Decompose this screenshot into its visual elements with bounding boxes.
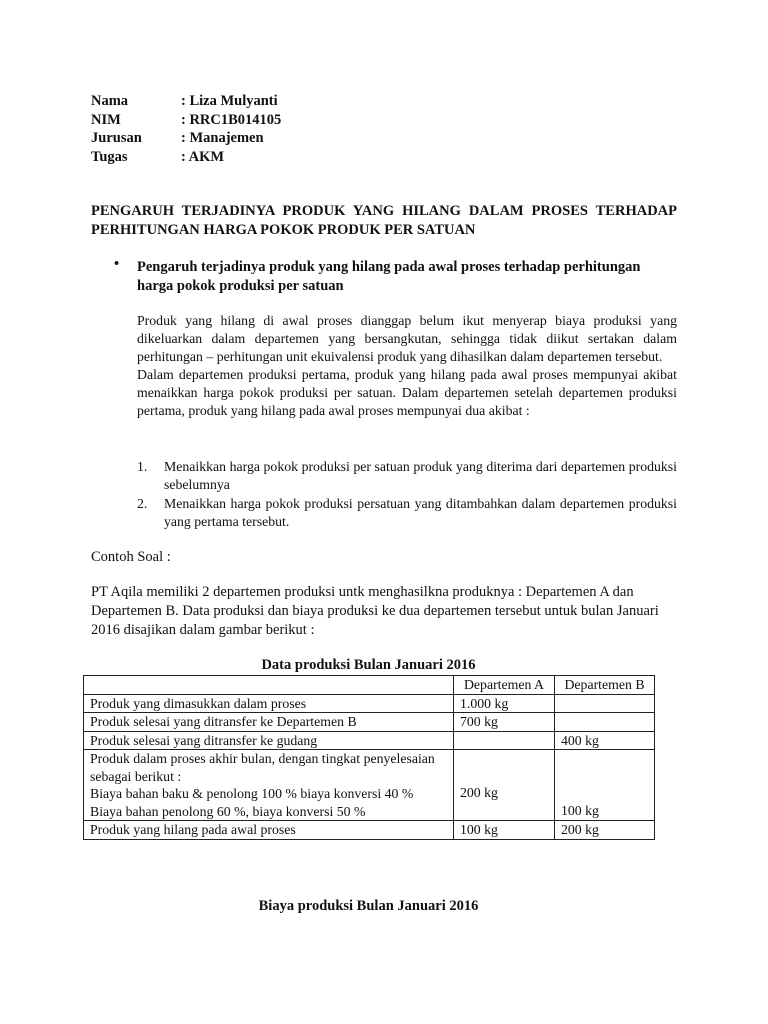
cell-line: Biaya bahan penolong 60 %, biaya konversi 50 %	[90, 803, 366, 819]
table-row	[84, 713, 655, 732]
info-row-nama	[91, 92, 281, 111]
list-number: 1.	[137, 459, 148, 474]
table-cell-dept-b: 400 kg	[555, 731, 655, 750]
example-heading: Contoh Soal :	[91, 549, 171, 565]
table-cell-dept-a	[454, 731, 555, 750]
table-header-cell: Departemen A	[454, 676, 555, 695]
document-title: PENGARUH TERJADINYA PRODUK YANG HILANG DALAM PROSES TERHADAP PERHITUNGAN HARGA POKOK PRODUK PER SATUAN	[91, 203, 677, 238]
table-cell-dept-b: 100 kg	[555, 750, 655, 821]
table-header-cell: Departemen B	[555, 676, 655, 695]
table-caption: Data produksi Bulan Januari 2016	[261, 657, 476, 673]
table-cell-label: Produk selesai yang ditransfer ke gudang	[84, 731, 454, 750]
table-header-cell	[84, 676, 454, 695]
bullet-marker: •	[114, 256, 120, 272]
info-value: : Manajemen	[181, 130, 264, 146]
bullet-heading: Pengaruh terjadinya produk yang hilang pada awal proses terhadap perhitungan harga pokok produksi per satuan	[137, 259, 641, 294]
paragraph: Produk yang hilang di awal proses dianggap belum ikut menyerap biaya produksi yang dikeluarkan dalam departemen yang bersangkutan, sehingga tidak diikut sertakan dalam perhitungan – perhitungan unit ekuivalensi produk yang dihasilkan dalam departemen tersebut.	[137, 313, 677, 364]
cost-section-title: Biaya produksi Bulan Januari 2016	[258, 898, 479, 914]
info-label: Tugas	[91, 148, 128, 165]
info-label: NIM	[91, 111, 121, 128]
info-row-tugas	[91, 148, 281, 167]
table-cell-label: Produk yang dimasukkan dalam proses	[84, 694, 454, 713]
case-paragraph: PT Aqila memiliki 2 departemen produksi untk menghasilkna produknya : Departemen A dan Departemen B. Data produksi dan biaya produksi ke dua departemen tersebut untuk bulan Januari 2016 disajikan dalam gambar berikut :	[91, 584, 659, 638]
table-cell-dept-b	[555, 694, 655, 713]
table-row	[84, 694, 655, 713]
info-label: Nama	[91, 93, 129, 109]
table-cell-dept-b: 200 kg	[555, 821, 655, 840]
table-header-row	[84, 676, 655, 695]
list-item	[137, 495, 677, 531]
cell-line: Produk dalam proses akhir bulan, dengan tingkat penyelesaian sebagai berikut :	[90, 751, 435, 784]
table-row	[84, 731, 655, 750]
info-label: Jurusan	[91, 130, 142, 146]
explanation-paragraphs	[137, 312, 677, 420]
list-number: 2.	[137, 495, 148, 511]
production-data-table	[83, 675, 655, 840]
table-cell-label: Produk selesai yang ditransfer ke Departemen B	[84, 713, 454, 732]
list-text: Menaikkan harga pokok produksi per satuan produk yang diterima dari departemen produksi sebelumnya	[164, 459, 677, 492]
info-value: : AKM	[181, 148, 225, 165]
table-cell-dept-a: 700 kg	[454, 713, 555, 732]
table-cell-label	[84, 750, 454, 821]
table-cell-dept-b	[555, 713, 655, 732]
info-value: : Liza Mulyanti	[181, 93, 278, 109]
paragraph: Dalam departemen produksi pertama, produk yang hilang pada awal proses mempunyai akibat menaikkan harga pokok produksi per satuan. Dalam departemen setelah departemen produksi pertama, produk yang hilang pada awal proses mempunyai dua akibat :	[137, 367, 677, 418]
list-text: Menaikkan harga pokok produksi persatuan yang ditambahkan dalam departemen produksi yang pertama tersebut.	[164, 495, 677, 529]
table-cell-dept-a: 1.000 kg	[454, 694, 555, 713]
list-item	[137, 458, 677, 494]
info-value: : RRC1B014105	[181, 111, 282, 128]
table-cell-dept-a: 200 kg	[454, 750, 555, 821]
cell-line: Biaya bahan baku & penolong 100 % biaya konversi 40 %	[90, 786, 414, 801]
table-row	[84, 750, 655, 821]
table-row	[84, 821, 655, 840]
numbered-list	[137, 458, 677, 531]
table-cell-label: Produk yang hilang pada awal proses	[84, 821, 454, 840]
info-row-jurusan	[91, 129, 281, 148]
table-cell-dept-a: 100 kg	[454, 821, 555, 840]
info-row-nim	[91, 111, 281, 130]
student-info	[91, 92, 281, 166]
